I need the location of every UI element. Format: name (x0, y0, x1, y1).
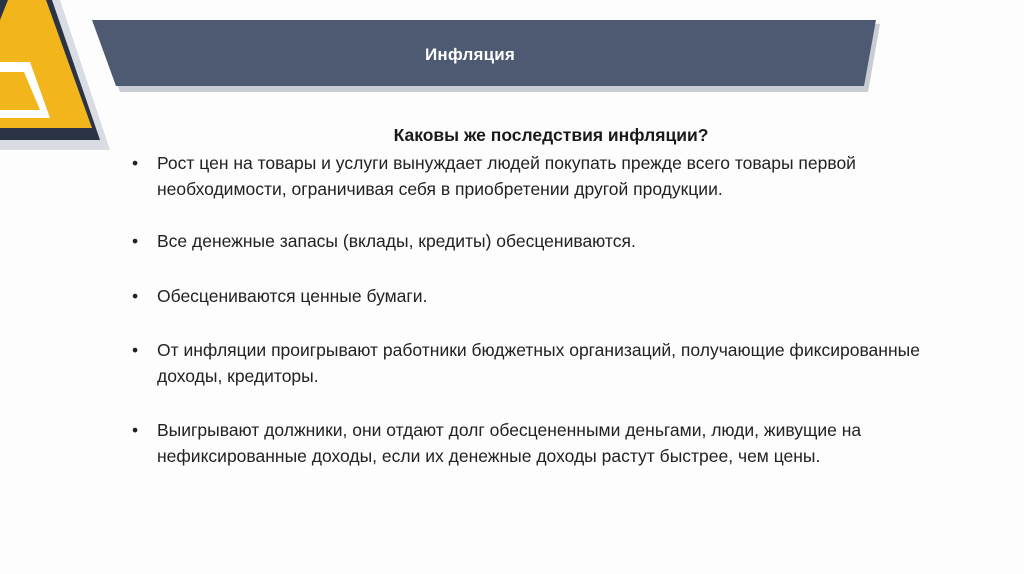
bullet-text: Все денежные запасы (вклады, кредиты) обесцениваются. (157, 231, 636, 251)
bullet-dot: • (132, 231, 139, 251)
bullet-dot: • (132, 286, 139, 306)
bullet-dot: • (132, 420, 139, 440)
list-item (120, 228, 980, 254)
bullet-text: От инфляции проигрывают работники бюджетных организаций, получающие фиксированные доходы, кредиторы. (157, 340, 920, 386)
bullet-text: Обесцениваются ценные бумаги. (157, 286, 428, 306)
list-item (120, 337, 980, 389)
list-item (120, 150, 980, 202)
list-item (120, 283, 980, 309)
bullet-dot: • (132, 340, 139, 360)
list-item (120, 417, 980, 469)
section-heading: Каковы же последствия инфляции? (393, 125, 709, 145)
slide-title: Инфляция (424, 45, 516, 64)
bullet-text: Выигрывают должники, они отдают долг обесцененными деньгами, люди, живущие на нефиксированные доходы, если их денежные доходы растут быстрее, чем цены. (157, 420, 862, 466)
bullet-text: Рост цен на товары и услуги вынуждает людей покупать прежде всего товары первой необходимости, ограничивая себя в приобретении другой продукции. (157, 153, 856, 199)
bullet-dot: • (132, 153, 139, 173)
